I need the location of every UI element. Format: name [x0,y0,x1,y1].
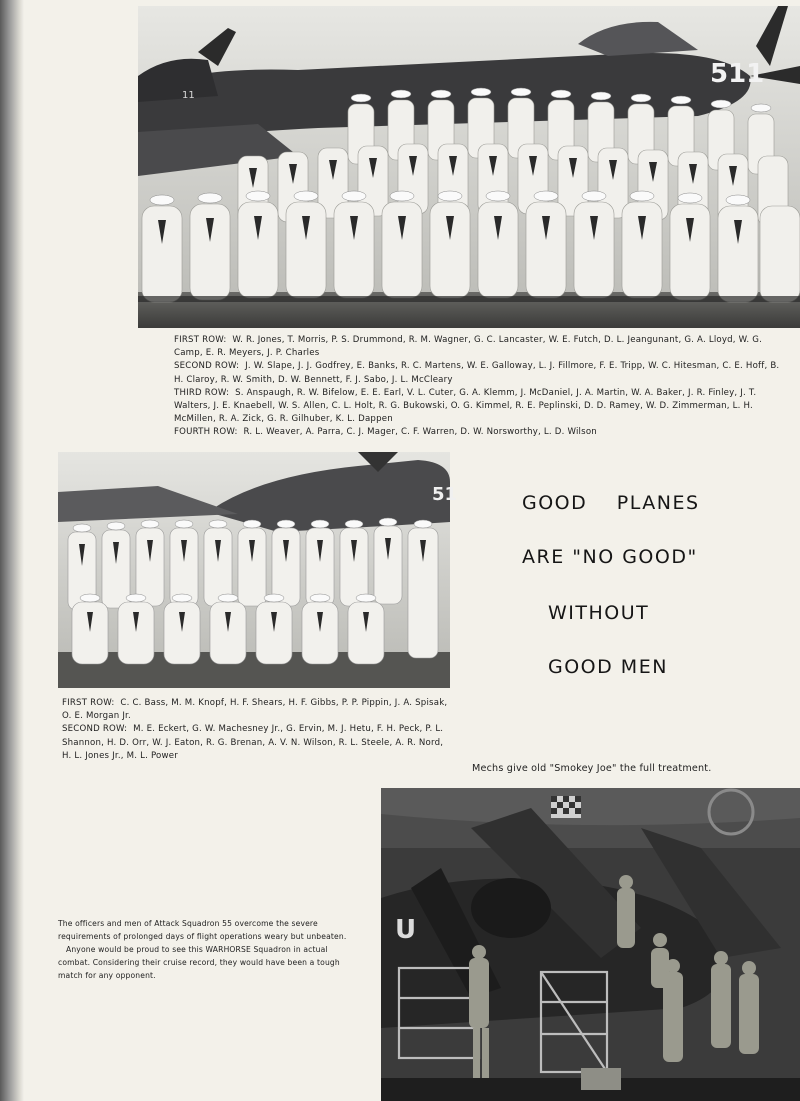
tail-number: 51 [432,484,458,505]
fuselage-mark: 11 [182,90,195,101]
body-paragraph: Anyone would be proud to see this WARHORSE Squadron in actual combat. Considering their cruise record, they would have been a tough match for any opponent. [58,945,340,981]
row-label: SECOND ROW [174,361,237,372]
squadron-group-photo-large [138,6,800,328]
headline-line: GOOD MEN [548,656,668,678]
row-label: FIRST ROW [174,335,224,345]
row-names: C. C. Bass, M. M. Knopf, H. F. Shears, H. F. Gibbs, P. P. Pippin, J. A. Spisak, O. E. Morgan Jr. [62,698,448,722]
photo1-caption: FIRST ROW: W. R. Jones, T. Morris, P. S. Drummond, R. M. Wagner, G. C. Lancaster, W. E. Futch, D. L. Jeangunant, G. A. Lloyd, W. G. Camp, E. R. Meyers, J. P. Charles SECOND ROW: J. W. Slape, J. J. Godfrey, E. Banks, R. C. Martens, W. E. Galloway, L. J. Fillmore, F. E. Tripp, W. C. Hitesman, C. E. Hoff, B. H. Claroy, R. W. Smith, D. W. Bennett, F. J. Sabo, J. L. McCleary THIRD ROW: S. Anspaugh, R. W. Bifelow, E. E. Earl, V. L. Cuter, G. A. Klemm, J. McDaniel, J. A. Martin, W. A. Baker, J. R. Finley, J. T. Walters, J. E. Knaebell, W. S. Allen, C. L. Holt, R. G. Bukowski, O. G. Kimmel, R. E. Peplinski, D. D. Ramey, W. D. Zimmerman, L. H. McMillen, R. A. Zick, G. R. Gilhuber, K. L. Dappen FOURTH ROW: R. L. Weaver, A. Parra, C. J. Mager, C. F. Warren, D. W. Norsworthy, L. D. Wilson [174,335,780,438]
headline-line: ARE "NO GOOD" [522,546,698,568]
row-names: W. R. Jones, T. Morris, P. S. Drummond, R. M. Wagner, G. C. Lancaster, W. E. Futch, D. L. Jeangunant, G. A. Lloyd, W. G. Camp, E. R. Meyers, J. P. Charles [174,335,763,359]
row-names: M. E. Eckert, G. W. Machesney Jr., G. Ervin, M. J. Hetu, F. H. Peck, P. L. Shannon, H. D. Orr, W. J. Eaton, R. G. Brenan, A. V. N. Wilson, R. L. Steele, A. R. Nord, H. L. Jones Jr., M. L. Power [62,724,444,761]
headline-line: GOOD PLANES [522,492,700,514]
squadron-group-photo-small [58,452,458,688]
row-names: J. W. Slape, J. J. Godfrey, E. Banks, R. C. Martens, W. E. Galloway, L. J. Fillmore, F. E. Tripp, W. C. Hitesman, C. E. Hoff, B. H. Claroy, R. W. Smith, D. W. Bennett, F. J. Sabo, J. L. McCleary [174,361,780,385]
row-label: FIRST ROW [62,698,112,708]
row-names: S. Anspaugh, R. W. Bifelow, E. E. Earl, V. L. Cuter, G. A. Klemm, J. McDaniel, J. A. Martin, W. A. Baker, J. R. Finley, J. T. Walters, J. E. Knaebell, W. S. Allen, C. L. Holt, R. G. Bukowski, O. G. Kimmel, R. E. Peplinski, D. D. Ramey, W. D. Zimmerman, L. H. McMillen, R. A. Zick, G. R. Gilhuber, K. L. Dappen [174,387,757,425]
row-label: SECOND ROW [62,724,125,735]
body-text [58,917,358,982]
photo2-caption: FIRST ROW: C. C. Bass, M. M. Knopf, H. F. Shears, H. F. Gibbs, P. P. Pippin, J. A. Spisak, O. E. Morgan Jr. SECOND ROW: M. E. Eckert, G. W. Machesney Jr., G. Ervin, M. J. Hetu, F. H. Peck, P. L. Shannon, H. D. Orr, W. J. Eaton, R. G. Brenan, A. V. N. Wilson, R. L. Steele, A. R. Nord, H. L. Jones Jr., M. L. Power [62,698,448,761]
photo3-caption: Mechs give old "Smokey Joe" the full treatment. [472,763,712,774]
body-paragraph: The officers and men of Attack Squadron 55 overcome the severe requirements of prolonged days of flight operations weary but unbeaten. [58,919,347,942]
row-names: R. L. Weaver, A. Parra, C. J. Mager, C. F. Warren, D. W. Norsworthy, L. D. Wilson [243,427,597,438]
binding-gutter [0,0,24,1101]
row-label: THIRD ROW [174,387,227,398]
row-label: FOURTH ROW [174,427,235,438]
headline-line: WITHOUT [548,602,650,624]
mechanics-photo [381,788,800,1101]
plane-mark: U [395,915,417,945]
tail-number: 511 [710,59,765,89]
